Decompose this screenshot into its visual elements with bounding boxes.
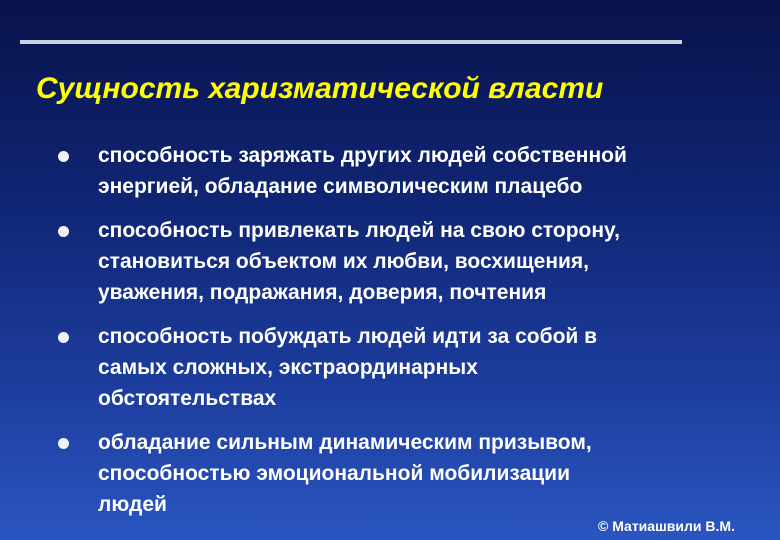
bullet-text-line: способность привлекать людей на свою сторону,: [98, 219, 620, 242]
bullet-dot-icon: [58, 438, 69, 449]
bullet-dot-icon: [58, 151, 69, 162]
bullet-dot-icon: [58, 332, 69, 343]
title-divider-line: [20, 40, 682, 44]
bullet-text-line: становиться объектом их любви, восхищения,: [98, 250, 590, 273]
bullet-text-line: обладание сильным динамическим призывом,: [98, 431, 592, 454]
bullet-text-line: способностью эмоциональной мобилизации: [98, 462, 570, 485]
bullet-text-line: обстоятельствах: [98, 387, 277, 410]
slide-title: Сущность харизматической власти: [36, 72, 604, 105]
bullet-text-line: уважения, подражания, доверия, почтения: [98, 281, 547, 304]
bullet-item: [58, 140, 758, 202]
bullet-dot-icon: [58, 226, 69, 237]
bullet-item: [58, 321, 758, 414]
bullet-item: [58, 427, 758, 520]
bullet-list: [58, 140, 758, 533]
bullet-text-line: самых сложных, экстраординарных: [98, 356, 478, 379]
bullet-text-line: энергией, обладание символическим плацебо: [98, 175, 583, 198]
bullet-text-line: людей: [98, 493, 167, 516]
bullet-text-line: способность побуждать людей идти за собой в: [98, 325, 598, 348]
bullet-item: [58, 215, 758, 308]
bullet-text-line: способность заряжать других людей собственной: [98, 144, 627, 167]
copyright-note: © Матиашвили В.М.: [598, 518, 735, 534]
